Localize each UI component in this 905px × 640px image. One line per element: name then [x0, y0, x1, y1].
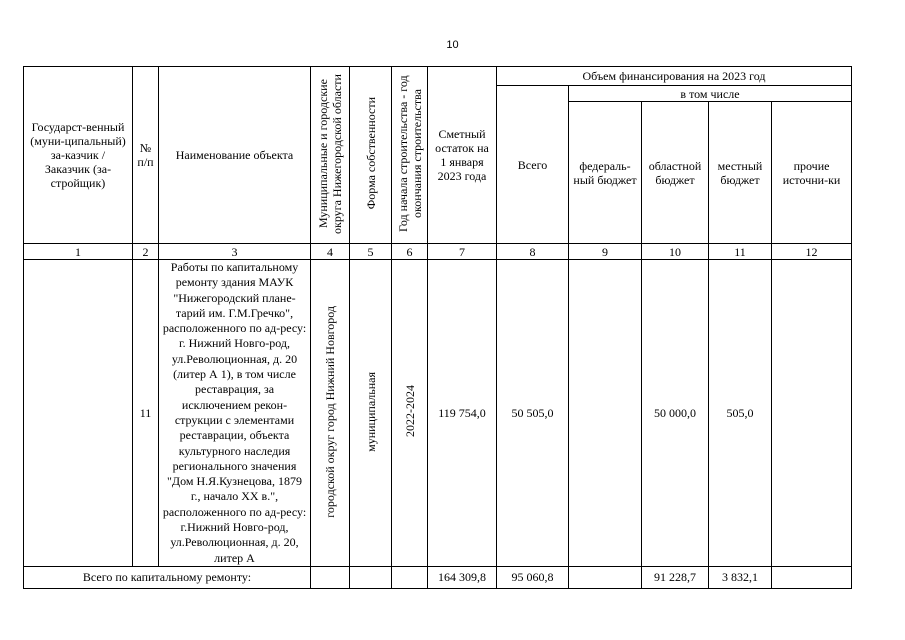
- column-number: 3: [159, 244, 311, 260]
- column-number: 8: [497, 244, 569, 260]
- header-number: № п/п: [133, 67, 159, 244]
- row-municipality: городской округ город Нижний Новгород: [323, 305, 337, 518]
- header-including: в том числе: [569, 86, 852, 102]
- row-total: 50 505,0: [497, 260, 569, 567]
- header-municipality-cell: [311, 67, 350, 244]
- header-years-cell: [392, 67, 428, 244]
- row-municipality-cell: [311, 260, 350, 567]
- header-total: Всего: [497, 86, 569, 244]
- header-balance: Сметный остаток на 1 января 2023 года: [428, 67, 497, 244]
- row-years-cell: [392, 260, 428, 567]
- header-local: местный бюджет: [709, 102, 772, 244]
- column-number: 4: [311, 244, 350, 260]
- column-number: 9: [569, 244, 642, 260]
- column-number: 12: [772, 244, 852, 260]
- totals-row: [24, 566, 852, 588]
- header-municipality: Муниципальные и городские округа Нижегородской области: [316, 73, 344, 234]
- row-other: [772, 260, 852, 567]
- row-customer: [24, 260, 133, 567]
- funding-table: [23, 66, 852, 589]
- header-ownership-cell: [350, 67, 392, 244]
- header-ownership: Форма собственности: [363, 97, 378, 210]
- row-number: 11: [133, 260, 159, 567]
- row-object-name: Работы по капитальному ремонту здания МАУК "Нижегородский плане-тарий им. Г.М.Гречко", расположенного по ад-ресу: г. Нижний Новго-род, ул.Революционная, д. 20 (литер А 1), в том числе реставрация, за исключением рекон-струкции с элементами реставрации, объекта культурного наследия регионального значения "Дом Н.Я.Кузнецова, 1879 г., начало XX в.", расположенного по ад-ресу: г.Нижний Новго-род, ул.Революционная, д. 20, литер А: [159, 260, 311, 567]
- row-local: 505,0: [709, 260, 772, 567]
- column-number: 5: [350, 244, 392, 260]
- header-funding-group: Объем финансирования на 2023 год: [497, 67, 852, 86]
- header-federal: федераль-ный бюджет: [569, 102, 642, 244]
- column-number: 10: [642, 244, 709, 260]
- page-number: 10: [446, 39, 459, 51]
- totals-other: [772, 566, 852, 588]
- column-number: 2: [133, 244, 159, 260]
- header-other: прочие источни-ки: [772, 102, 852, 244]
- column-number: 11: [709, 244, 772, 260]
- totals-total: 95 060,8: [497, 566, 569, 588]
- header-object-name: Наименование объекта: [159, 67, 311, 244]
- totals-empty-cell: [392, 566, 428, 588]
- totals-balance: 164 309,8: [428, 566, 497, 588]
- totals-empty-cell: [350, 566, 392, 588]
- totals-label: Всего по капитальному ремонту:: [24, 566, 311, 588]
- column-number: 1: [24, 244, 133, 260]
- header-regional: областной бюджет: [642, 102, 709, 244]
- row-ownership-cell: [350, 260, 392, 567]
- row-ownership: муниципальная: [363, 371, 378, 452]
- row-years: 2022-2024: [402, 385, 417, 438]
- row-regional: 50 000,0: [642, 260, 709, 567]
- header-customer: Государст-венный (муни-ципальный) за-казчик / Заказчик (за-стройщик): [24, 67, 133, 244]
- totals-regional: 91 228,7: [642, 566, 709, 588]
- row-federal: [569, 260, 642, 567]
- totals-local: 3 832,1: [709, 566, 772, 588]
- header-years: Год начала строительства - год окончания строительства: [395, 75, 424, 232]
- table-row: [24, 260, 852, 567]
- totals-empty-cell: [311, 566, 350, 588]
- column-number: 7: [428, 244, 497, 260]
- row-balance: 119 754,0: [428, 260, 497, 567]
- totals-federal: [569, 566, 642, 588]
- column-number: 6: [392, 244, 428, 260]
